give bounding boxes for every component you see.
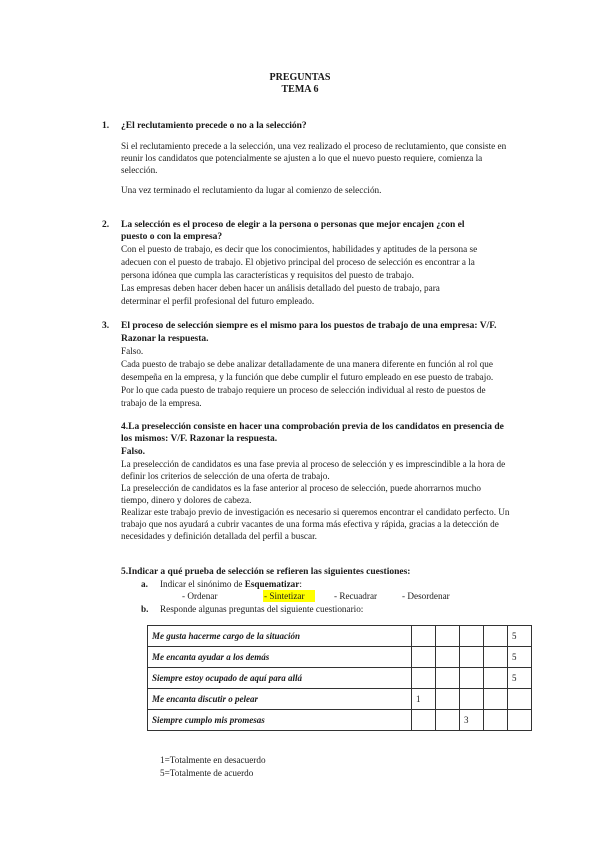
table-row (148, 710, 532, 731)
table-row (148, 626, 532, 647)
table-cell-score (436, 647, 460, 668)
q4-line: Realizar este trabajo previo de investigación es necesario si queremos encontrar el candidato perfecto. Un (121, 507, 510, 517)
table-cell-score (484, 647, 508, 668)
q3-line: Falso. (121, 346, 144, 356)
q4-title: 4.La preselección consiste en hacer una comprobación previa de los candidatos en presencia de (121, 422, 504, 432)
table-row (148, 647, 532, 668)
q5-b-text: Responde algunas preguntas del siguiente cuestionario: (160, 604, 364, 614)
table-cell-score (436, 710, 460, 731)
q1-line: selección. (121, 165, 158, 175)
option-ordenar: - Ordenar (182, 591, 218, 601)
table-cell-score (412, 668, 436, 689)
q1-title: ¿El reclutamiento precede o no a la selección? (121, 121, 307, 131)
q3-number: 3. (102, 321, 110, 331)
table-cell-score (484, 626, 508, 647)
table-cell-item: Siempre cumplo mis promesas (148, 710, 412, 731)
table-cell-item: Siempre estoy ocupado de aquí para allá (148, 668, 412, 689)
table-cell-score: 3 (460, 710, 484, 731)
legend-1: 1=Totalmente en desacuerdo (160, 755, 266, 765)
q3-title: El proceso de selección siempre es el mismo para los puestos de trabajo de una empresa: V/F. (121, 321, 497, 331)
table-cell-score (460, 689, 484, 710)
q4-answer: Falso. (121, 447, 146, 457)
table-cell-score: 5 (508, 668, 532, 689)
q5-a-prompt: Indicar el sinónimo de (160, 579, 245, 589)
q3-line: desempeña en la empresa, y la función que debe cumplir el futuro empleado en ese puesto de trabajo. (121, 372, 494, 382)
q4-line: La preselección de candidatos es una fase previa al proceso de selección y es imprescindible a la hora de (121, 459, 506, 469)
table-cell-item: Me gusta hacerme cargo de la situación (148, 626, 412, 647)
q4-line: trabajo que nos ayudará a cubrir vacantes de una forma más efectiva y rápida, gracias a la detección de (121, 519, 499, 529)
table-cell-item: Me encanta ayudar a los demás (148, 647, 412, 668)
q2-title: puesto o con la empresa? (121, 232, 223, 242)
table-cell-score (460, 668, 484, 689)
q2-number: 2. (102, 220, 110, 230)
table-cell-score (460, 647, 484, 668)
q2-title: La selección es el proceso de elegir a la persona o personas que mejor encajen ¿con el (121, 220, 465, 230)
questionnaire-table (147, 625, 532, 731)
q2-line: Con el puesto de trabajo, es decir que los conocimientos, habilidades y aptitudes de la persona se (121, 244, 478, 254)
q5-a-text (160, 578, 302, 590)
q5-a-colon: : (299, 579, 302, 589)
table-row (148, 668, 532, 689)
q4-title: los mismos: V/F. Razonar la respuesta. (121, 434, 278, 444)
q4-line: necesidades y definición detallada del perfil a buscar. (121, 531, 317, 541)
table-cell-score: 5 (508, 647, 532, 668)
q4-line: La preselección de candidatos es la fase anterior al proceso de selección, puede ahorrarnos mucho (121, 483, 481, 493)
table-cell-score: 5 (508, 626, 532, 647)
q4-line: definir los criterios de selección de una oferta de trabajo. (121, 471, 330, 481)
table-cell-score: 1 (412, 689, 436, 710)
table-cell-score (412, 626, 436, 647)
q2-line: adecuen con el puesto de trabajo. El objetivo principal del proceso de selección es encontrar a la (121, 257, 475, 267)
q4-line: tiempo, dinero y dolores de cabeza. (121, 495, 252, 505)
table-cell-score (508, 689, 532, 710)
table-cell-score (460, 626, 484, 647)
q2-line: Las empresas deben hacer deben hacer un análisis detallado del puesto de trabajo, para (121, 283, 440, 293)
q2-line: determinar el perfil profesional del futuro empleado. (121, 296, 315, 306)
option-recuadrar: - Recuadrar (334, 591, 378, 601)
table-cell-score (508, 710, 532, 731)
option-sintetizar: - Sintetizar (263, 590, 315, 602)
q5-b-marker: b. (141, 604, 149, 614)
page-title: PREGUNTAS (269, 72, 331, 83)
table-cell-score (484, 689, 508, 710)
q1-extra: Una vez terminado el reclutamiento da lugar al comienzo de selección. (121, 185, 382, 195)
q5-a-word: Esquematizar (244, 579, 300, 589)
table-cell-item: Me encanta discutir o pelear (148, 689, 412, 710)
q3-line: Por lo que cada puesto de trabajo requiere un proceso de selección individual al resto de puestos de (121, 385, 486, 395)
table-cell-score (484, 668, 508, 689)
q1-number: 1. (102, 121, 110, 131)
q5-a-marker: a. (141, 579, 148, 589)
q3-title: Razonar la respuesta. (121, 334, 209, 344)
table-cell-score (412, 647, 436, 668)
q2-line: persona idónea que cumpla las características y requisitos del puesto de trabajo. (121, 270, 414, 280)
table-cell-score (412, 710, 436, 731)
table-cell-score (436, 626, 460, 647)
legend-5: 5=Totalmente de acuerdo (160, 768, 254, 778)
q5-title: 5.Indicar a qué prueba de selección se refieren las siguientes cuestiones: (121, 567, 411, 577)
table-row (148, 689, 532, 710)
q1-line: reunir los candidatos que potencialmente se ajusten a lo que el nuevo puesto requiere, comienza la (121, 153, 483, 163)
q3-line: Cada puesto de trabajo se debe analizar detalladamente de una manera diferente en función al rol que (121, 359, 493, 369)
q1-line: Si el reclutamiento precede a la selección, una vez realizado el proceso de reclutamiento, que consiste en (121, 141, 507, 151)
table-cell-score (436, 668, 460, 689)
q3-line: trabajo de la empresa. (121, 398, 202, 408)
page-subtitle: TEMA 6 (281, 84, 319, 95)
table-cell-score (436, 689, 460, 710)
table-cell-score (484, 710, 508, 731)
option-desordenar: - Desordenar (402, 591, 450, 601)
